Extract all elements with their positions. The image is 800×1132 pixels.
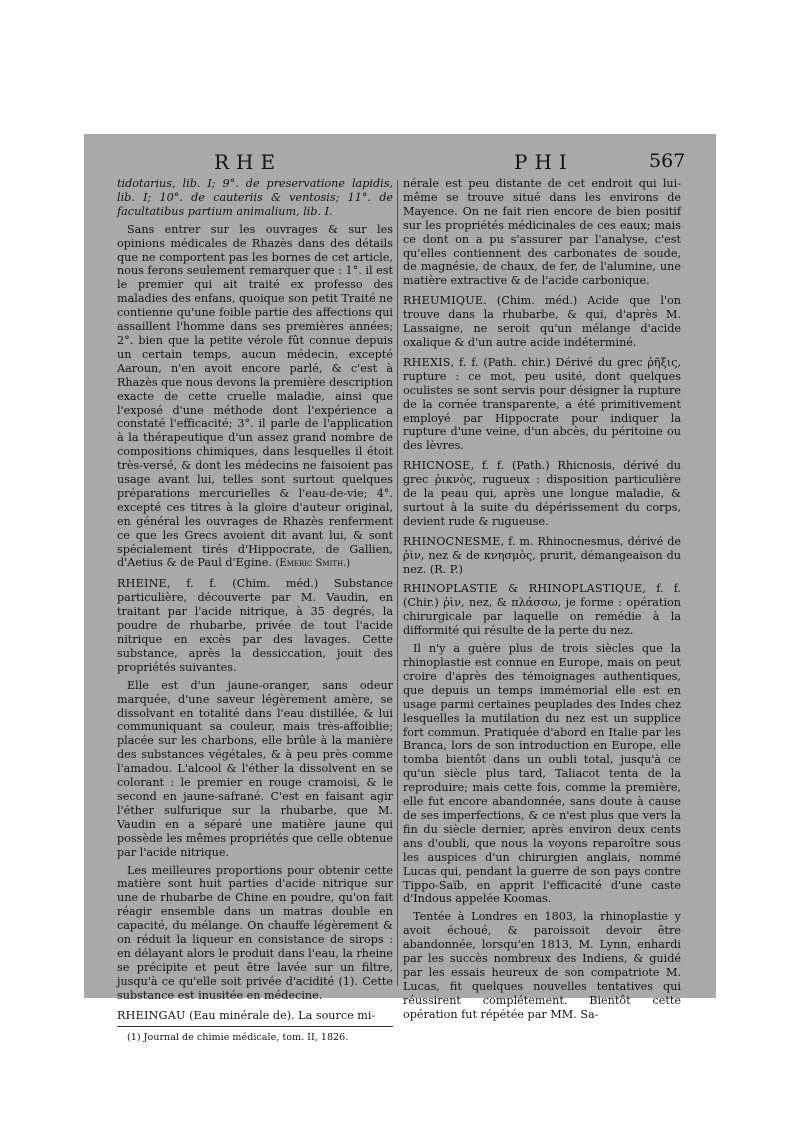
paragraph-continuation: tidotarius, lib. I; 9°. de preservatione lapidis, lib. I; 10°. de cauteriis & ventosis; 11°. de facultatibus partium animalium, lib. I.	[117, 177, 393, 218]
entry-text: , f. f. (Chir.) ῥὶν, nez, & πλάσσω, je forme : opération chirurgicale par laquelle on remédie à la difformité qui résulte de la perte du nez.	[403, 582, 682, 638]
entry-term: RHEINGAU	[117, 1008, 186, 1022]
paragraph-rhinoplastie-history: Il n'y a guère plus de trois siècles que la rhinoplastie est connue en Europe, mais on peut croire d'après des témoignages authentiques, que depuis un temps immémorial elle est en usage parmi certaines peuplades des Indes chez lesquelles la mutilation du nez est un supplice fort commun. Pratiquée d'abord en Italie par les Branca, lors de son introduction en Europe, elle tomba bientôt dans un oubli total, jusqu'à ce qu'un siècle plus tard, Taliacot tenta de la reproduire; mais cette fois, comme la première, elle fut encore abandonnée, sans doute à cause de ses imperfections, & ce n'est plus que vers la fin du siècle dernier, après environ deux cents ans d'oubli, que nous la voyons reparoître sous les auspices d'un chirurgien anglais, nommé Lucas qui, pendant la guerre de son pays contre Tippo-Saïb, en apprit l'efficacité d'une caste d'Indous appelée Koomas.	[403, 642, 681, 906]
entry-text: , f. f. (Chim. méd.) Substance particulière, découverte par M. Vaudin, en traitant par l'acide nitrique, à 35 degrés, la poudre de rhubarbe, privée de tout l'acide nitrique en excès par des lavages. Cette substance, après la dessiccation, jouit des propriétés suivantes.	[117, 577, 393, 674]
entry-term: RHEINE	[117, 577, 167, 591]
entry-term: RHINOCNESME	[403, 534, 501, 548]
entry-rheine	[117, 577, 393, 674]
entry-term: RHEUMIQUE	[403, 294, 484, 308]
entry-text: , f. f. (Path.) Rhicnosis, dérivé du grec ῥικνὸς, rugueux : disposition particulière de la peau qui, après une longue maladie, & surtout à la suite du dépérissement du corps, devient rude & rugueuse.	[403, 459, 681, 528]
entry-term: RHINOPLASTIE & RHINOPLASTIQUE	[403, 582, 643, 596]
entry-rhinoplastie	[403, 582, 681, 638]
entry-text: (Eau minérale de). La source mi-	[185, 1008, 376, 1022]
entry-text: , f. f. (Path. chir.) Dérivé du grec ῥῆξις, rupture : ce mot, peu usité, dont quelques oculistes se sont servis pour désigner la rupture de la cornée transparente, a été primitivement employé par Hippocrate pour indiquer la rupture d'une veine, d'un abcès, du péritoine ou des lèvres.	[403, 355, 681, 453]
paragraph-rhazes	[117, 223, 393, 572]
author-signature: (Emeric Smith.)	[275, 558, 351, 570]
entry-text: . (Chim. méd.) Acide que l'on trouve dans la rhubarbe, & qui, d'après M. Lassaigne, ne seroit qu'un mélange d'acide oxalique & d'un autre acide indéterminé.	[403, 294, 681, 349]
page-number: 567	[649, 150, 686, 172]
entry-rhexis	[403, 356, 681, 453]
right-column	[403, 177, 681, 1026]
entry-term: RHEXIS	[403, 355, 451, 369]
entry-rhicnose	[403, 459, 681, 529]
entry-rhinocnesme	[403, 535, 681, 577]
entry-text: , f. m. Rhinocnesmus, dérivé de ῥὶν, nez & de κνησμὸς, prurit, démangeaison du nez. (R. P.)	[403, 534, 681, 576]
header-left-word: RHE	[214, 150, 283, 174]
entry-rheingau	[117, 1009, 393, 1023]
paragraph-rheine-properties: Elle est d'un jaune-oranger, sans odeur marquée, d'une saveur légèrement amère, se dissolvant en totalité dans l'eau distillée, & lui communiquant sa couleur, mais très-affoiblie; placée sur les charbons, elle brûle à la manière des substances végétales, & à peu près comme l'amadou. L'alcool & l'éther la dissolvent en se colorant : le premier en rouge cramoisi, & le second en jaune-safrané. C'est en faisant agir l'éther sulfurique sur la rhubarbe, que M. Vaudin en a séparé une matière jaune qui possède les mêmes propriétés que celle obtenue par l'acide nitrique.	[117, 678, 393, 859]
entry-term: RHICNOSE	[403, 459, 471, 473]
scanned-page	[84, 134, 716, 1044]
rhazes-text: Sans entrer sur les ouvrages & sur les opinions médicales de Rhazès dans des détails que ne comportent pas les bornes de cet article, nous ferons seulement remarquer que : 1°. il est le premier qui ait traité ex professo des maladies des enfans, quoique son petit Traité ne contienne qu'une foible partie des affections qui assaillent l'homme dans ses premières années; 2°. bien que la petite vérole fût connue depuis un certain temps, aucun médecin, excepté Aaroun, n'en avoit encore parlé, & c'est à Rhazès que nous devons la première description exacte de cette cruelle maladie, ainsi que l'exposé d'une méthode dont l'expérience a constaté l'efficacité; 3°. il parle de l'application à la thérapeutique d'un assez grand nombre de compositions chimiques, dans lesquelles il étoit très-versé, & dont les médecins ne faisoient pas usage avant lui, telles sont surtout quelques préparations mercurielles & l'eau-de-vie; 4°. excepté ces titres à la gloire d'auteur original, en général les ouvrages de Rhazès renferment ce que les Grecs avoient dit avant lui, & sont spécialement tirés d'Hippocrate, de Gallien, d'Aetius & de Paul d'Egine.	[117, 222, 393, 570]
running-header	[84, 150, 716, 174]
column-divider	[397, 180, 398, 986]
paragraph-rhinoplastie-london: Tentée à Londres en 1803, la rhinoplastie y avoit échoué, & paroissoit devoir être abandonnée, lorsqu'en 1813, M. Lynn, enhardi par les succès nombreux des Indiens, & guidé par les essais heureux de son compatriote M. Lucas, fit quelques nouvelles tentatives qui réussirent complétement. Bientôt cette opération fut répétée par MM. Sa-	[403, 910, 681, 1021]
footnote: (1) Journal de chimie médicale, tom. II, 1826.	[117, 1026, 393, 1045]
left-column	[117, 177, 393, 1049]
header-right-word: PHI	[514, 150, 574, 174]
paragraph-rheine-preparation: Les meilleures proportions pour obtenir cette matière sont huit parties d'acide nitrique sur une de rhubarbe de Chine en poudre, qu'on fait réagir ensemble dans un matras double en capacité, du mélange. On chauffe légèrement & on réduit la liqueur en consistance de sirops : en délayant alors le produit dans l'eau, la rheine se précipite et peut être lavée sur un filtre, jusqu'à ce qu'elle soit privée d'acidité (1). Cette substance est inusitée en médecine.	[117, 863, 393, 1002]
paragraph-continuation: nérale est peu distante de cet endroit qui lui-même se trouve situé dans les environs de Mayence. On ne fait rien encore de bien positif sur les propriétés médicinales de ces eaux; mais ce dont on a pu s'assurer par l'analyse, c'est qu'elles contiennent des carbonates de soude, de magnésie, de chaux, de fer, de l'alumine, une matière extractive & de l'acide carbonique.	[403, 177, 681, 288]
entry-rheumique	[403, 294, 681, 350]
